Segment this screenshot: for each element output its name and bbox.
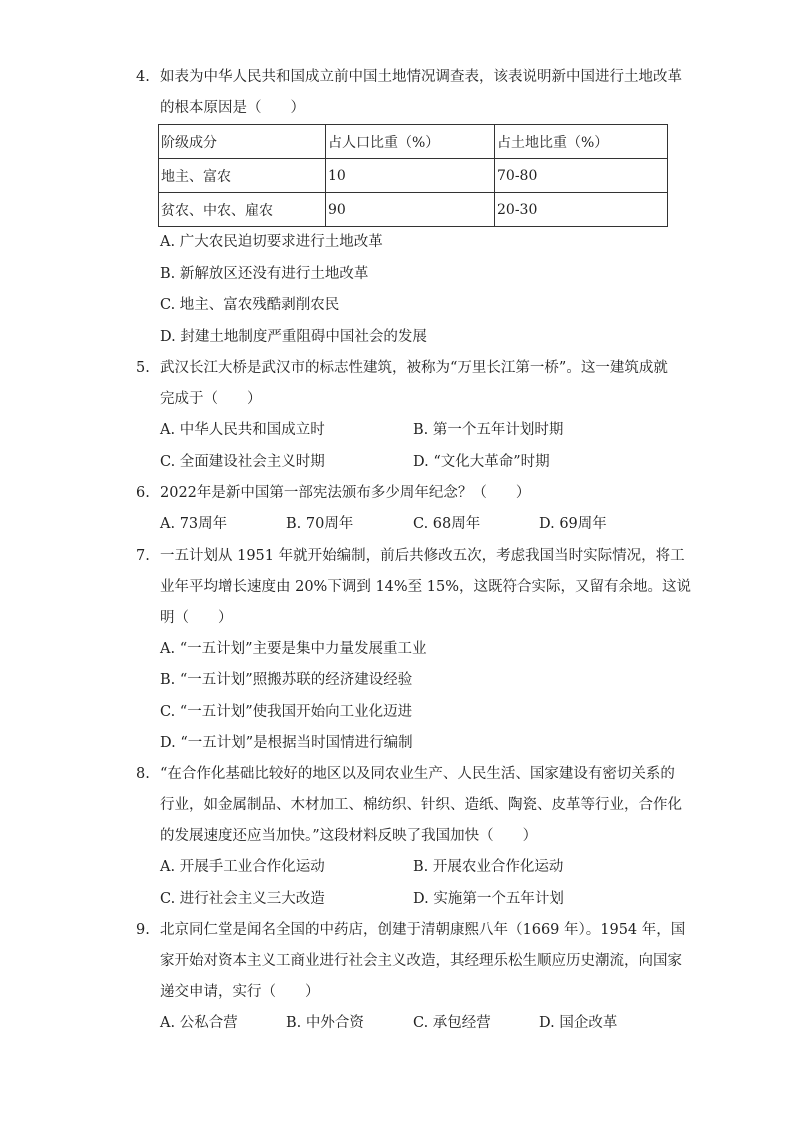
table-cell: 10 [326, 159, 495, 193]
option-a: A. 73周年 [160, 516, 228, 532]
option-c: C. 地主、富农残酷剥削农民 [160, 297, 340, 313]
question-stem: 家开始对资本主义工商业进行社会主义改造，其经理乐松生顺应历史潮流，向国家 [160, 953, 682, 969]
question-stem: 2022年是新中国第一部宪法颁布多少周年纪念？（ ） [160, 485, 531, 501]
question-number: 4. [136, 69, 150, 85]
option-c: C. 承包经营 [413, 1015, 491, 1031]
question-number: 5. [136, 360, 150, 376]
option-b: B. 中外合资 [286, 1015, 364, 1031]
table-cell: 70-80 [495, 159, 668, 193]
table-row [159, 159, 668, 193]
land-survey-table [158, 124, 668, 227]
option-b: B. “一五计划”照搬苏联的经济建设经验 [160, 672, 413, 688]
option-b: B. 新解放区还没有进行土地改革 [160, 266, 369, 282]
question-stem: 的根本原因是（ ） [160, 100, 305, 116]
option-a: A. 公私合营 [160, 1015, 238, 1031]
option-d: D. “一五计划”是根据当时国情进行编制 [160, 735, 413, 751]
option-a: A. 中华人民共和国成立时 [160, 422, 325, 438]
option-d: D. 实施第一个五年计划 [413, 891, 564, 907]
table-header-cell: 阶级成分 [159, 125, 326, 159]
question-number: 7. [136, 548, 150, 564]
question-stem: 明（ ） [160, 610, 233, 626]
option-a: A. “一五计划”主要是集中力量发展重工业 [160, 641, 427, 657]
question-number: 6. [136, 485, 150, 501]
table-header-cell: 占人口比重（%） [326, 125, 495, 159]
question-stem: “在合作化基础比较好的地区以及同农业生产、人民生活、国家建设有密切关系的 [160, 766, 675, 782]
question-stem: 递交申请，实行（ ） [160, 984, 320, 1000]
option-d: D. 封建土地制度严重阻碍中国社会的发展 [160, 329, 427, 345]
option-d: D. “文化大革命”时期 [413, 454, 550, 470]
option-a: A. 开展手工业合作化运动 [160, 859, 325, 875]
option-c: C. 68周年 [413, 516, 481, 532]
question-stem: 行业，如金属制品、木材加工、棉纺织、针织、造纸、陶瓷、皮革等行业，合作化 [160, 797, 682, 813]
option-c: C. 进行社会主义三大改造 [160, 891, 325, 907]
table-cell: 贫农、中农、雇农 [159, 193, 326, 227]
option-d: D. 国企改革 [539, 1015, 618, 1031]
option-b: B. 第一个五年计划时期 [413, 422, 564, 438]
table-header-cell: 占土地比重（%） [495, 125, 668, 159]
question-stem: 完成于（ ） [160, 391, 262, 407]
table-row [159, 193, 668, 227]
table-cell: 地主、富农 [159, 159, 326, 193]
option-d: D. 69周年 [539, 516, 607, 532]
question-number: 9. [136, 922, 150, 938]
option-b: B. 开展农业合作化运动 [413, 859, 564, 875]
question-stem: 武汉长江大桥是武汉市的标志性建筑，被称为“万里长江第一桥”。这一建筑成就 [160, 360, 668, 376]
option-a: A. 广大农民迫切要求进行土地改革 [160, 234, 383, 250]
question-stem: 北京同仁堂是闻名全国的中药店，创建于清朝康熙八年（1669 年）。1954 年，国 [160, 922, 686, 938]
question-number: 8. [136, 766, 150, 782]
option-c: C. “一五计划”使我国开始向工业化迈进 [160, 704, 413, 720]
question-stem: 如表为中华人民共和国成立前中国土地情况调查表，该表说明新中国进行土地改革 [160, 69, 682, 85]
option-b: B. 70周年 [286, 516, 354, 532]
table-cell: 90 [326, 193, 495, 227]
question-stem: 业年平均增长速度由 20%下调到 14%至 15%，这既符合实际，又留有余地。这说 [160, 579, 692, 595]
question-stem: 的发展速度还应当加快。”这段材料反映了我国加快（ ） [160, 828, 538, 844]
table-cell: 20-30 [495, 193, 668, 227]
question-stem: 一五计划从 1951 年就开始编制，前后共修改五次，考虑我国当时实际情况，将工 [160, 548, 685, 564]
option-c: C. 全面建设社会主义时期 [160, 454, 325, 470]
table-header-row [159, 125, 668, 159]
